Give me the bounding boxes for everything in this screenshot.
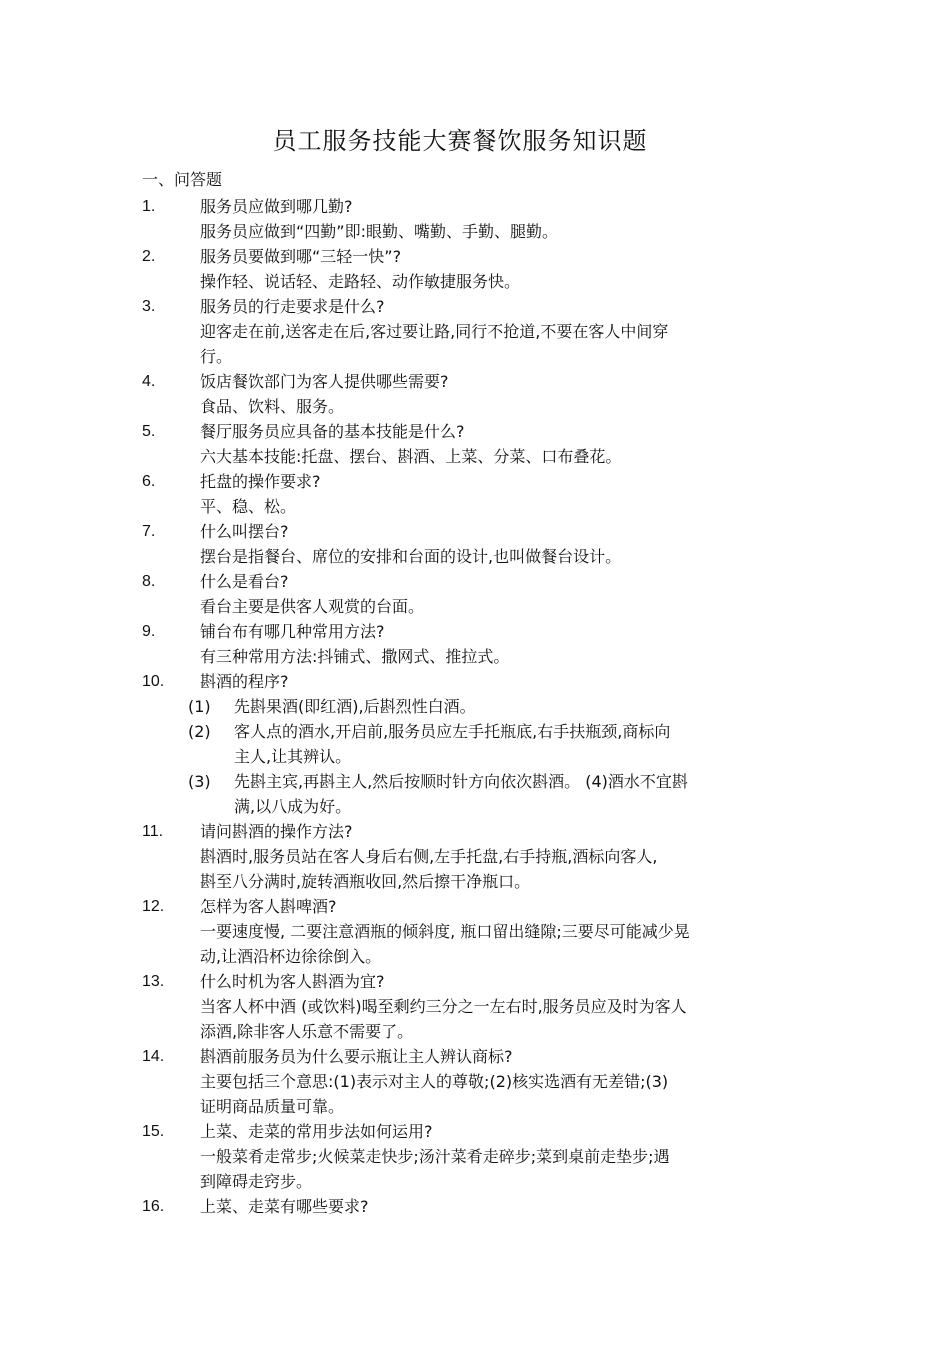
- answer-line: 摆台是指餐台、席位的安排和台面的设计,也叫做餐台设计。: [200, 547, 622, 566]
- answer-line: 操作轻、说话轻、走路轻、动作敏捷服务快。: [200, 272, 521, 291]
- question-number: 3.: [142, 298, 156, 315]
- question-number: 4.: [142, 373, 156, 390]
- question-number: 10.: [142, 673, 165, 690]
- question-text: 铺台布有哪几种常用方法?: [200, 622, 385, 641]
- question-text: 斟酒的程序?: [200, 672, 289, 691]
- question-number: 2.: [142, 248, 156, 265]
- answer-line: 服务员应做到“四勤”即:眼勤、嘴勤、手勤、腿勤。: [200, 222, 558, 241]
- question-number: 11.: [142, 823, 164, 840]
- question-number: 5.: [142, 423, 156, 440]
- answer-line: 当客人杯中酒 (或饮料)喝至剩约三分之一左右时,服务员应及时为客人: [200, 997, 687, 1016]
- question-text: 上菜、走菜有哪些要求?: [200, 1197, 369, 1216]
- question-number: 15.: [142, 1123, 165, 1140]
- step-line: 先斟果酒(即红酒),后斟烈性白酒。: [234, 697, 476, 716]
- question-text: 斟酒前服务员为什么要示瓶让主人辨认商标?: [200, 1047, 513, 1066]
- question-number: 6.: [142, 473, 156, 490]
- answer-line: 平、稳、松。: [200, 497, 297, 516]
- answer-line: 看台主要是供客人观赏的台面。: [200, 597, 425, 616]
- question-text: 请问斟酒的操作方法?: [200, 822, 353, 841]
- question-number: 7.: [142, 523, 156, 540]
- answer-line: 行。: [200, 347, 233, 366]
- question-text: 服务员要做到哪“三轻一快”?: [200, 247, 402, 266]
- question-number: 8.: [142, 573, 156, 590]
- question-text: 托盘的操作要求?: [200, 472, 321, 491]
- question-number: 9.: [142, 623, 156, 640]
- step-line: 主人,让其辨认。: [234, 747, 352, 766]
- answer-line: 斟酒时,服务员站在客人身后右侧,左手托盘,右手持瓶,酒标向客人,: [200, 847, 658, 866]
- answer-line: 一般菜肴走常步;火候菜走快步;汤汁菜肴走碎步;菜到桌前走垫步;遇: [200, 1147, 670, 1166]
- step-number: (1): [188, 697, 211, 716]
- step-number: (2): [188, 722, 211, 741]
- question-text: 怎样为客人斟啤酒?: [200, 897, 337, 916]
- question-text: 服务员的行走要求是什么?: [200, 297, 385, 316]
- answer-line: 迎客走在前,送客走在后,客过要让路,同行不抢道,不要在客人中间穿: [200, 322, 669, 341]
- answer-line: 证明商品质量可靠。: [200, 1097, 345, 1116]
- answer-line: 主要包括三个意思:(1)表示对主人的尊敬;(2)核实选酒有无差错;(3): [200, 1072, 669, 1091]
- question-text: 什么是看台?: [200, 572, 289, 591]
- page-title: 员工服务技能大赛餐饮服务知识题: [272, 127, 648, 155]
- answer-line: 斟至八分满时,旋转酒瓶收回,然后擦干净瓶口。: [200, 872, 531, 891]
- question-text: 餐厅服务员应具备的基本技能是什么?: [200, 422, 465, 441]
- question-text: 服务员应做到哪几勤?: [200, 197, 353, 216]
- answer-line: 有三种常用方法:抖铺式、撒网式、推拉式。: [200, 647, 510, 666]
- question-number: 16.: [142, 1198, 165, 1215]
- step-number: (3): [188, 772, 211, 791]
- question-text: 上菜、走菜的常用步法如何运用?: [200, 1122, 433, 1141]
- question-number: 14.: [142, 1048, 165, 1065]
- question-text: 什么时机为客人斟酒为宜?: [200, 972, 385, 991]
- answer-line: 添酒,除非客人乐意不需要了。: [200, 1022, 414, 1041]
- answer-line: 六大基本技能:托盘、摆台、斟酒、上菜、分菜、口布叠花。: [200, 447, 622, 466]
- question-number: 12.: [142, 898, 165, 915]
- question-text: 什么叫摆台?: [200, 522, 289, 541]
- answer-line: 一要速度慢, 二要注意酒瓶的倾斜度, 瓶口留出缝隙;三要尽可能减少晃: [200, 922, 690, 941]
- answer-line: 动,让酒沿杯边徐徐倒入。: [200, 947, 382, 966]
- section-heading: 一、问答题: [142, 170, 223, 189]
- question-number: 13.: [142, 973, 165, 990]
- answer-line: 到障碍走窍步。: [200, 1172, 313, 1191]
- question-number: 1.: [142, 198, 156, 215]
- step-line: 客人点的酒水,开启前,服务员应左手托瓶底,右手扶瓶颈,商标向: [234, 722, 671, 741]
- answer-line: 食品、饮料、服务。: [200, 397, 345, 416]
- step-line: 满,以八成为好。: [234, 797, 352, 816]
- question-text: 饭店餐饮部门为客人提供哪些需要?: [200, 372, 449, 391]
- step-line: 先斟主宾,再斟主人,然后按顺时针方向依次斟酒。 (4)酒水不宜斟: [234, 772, 688, 791]
